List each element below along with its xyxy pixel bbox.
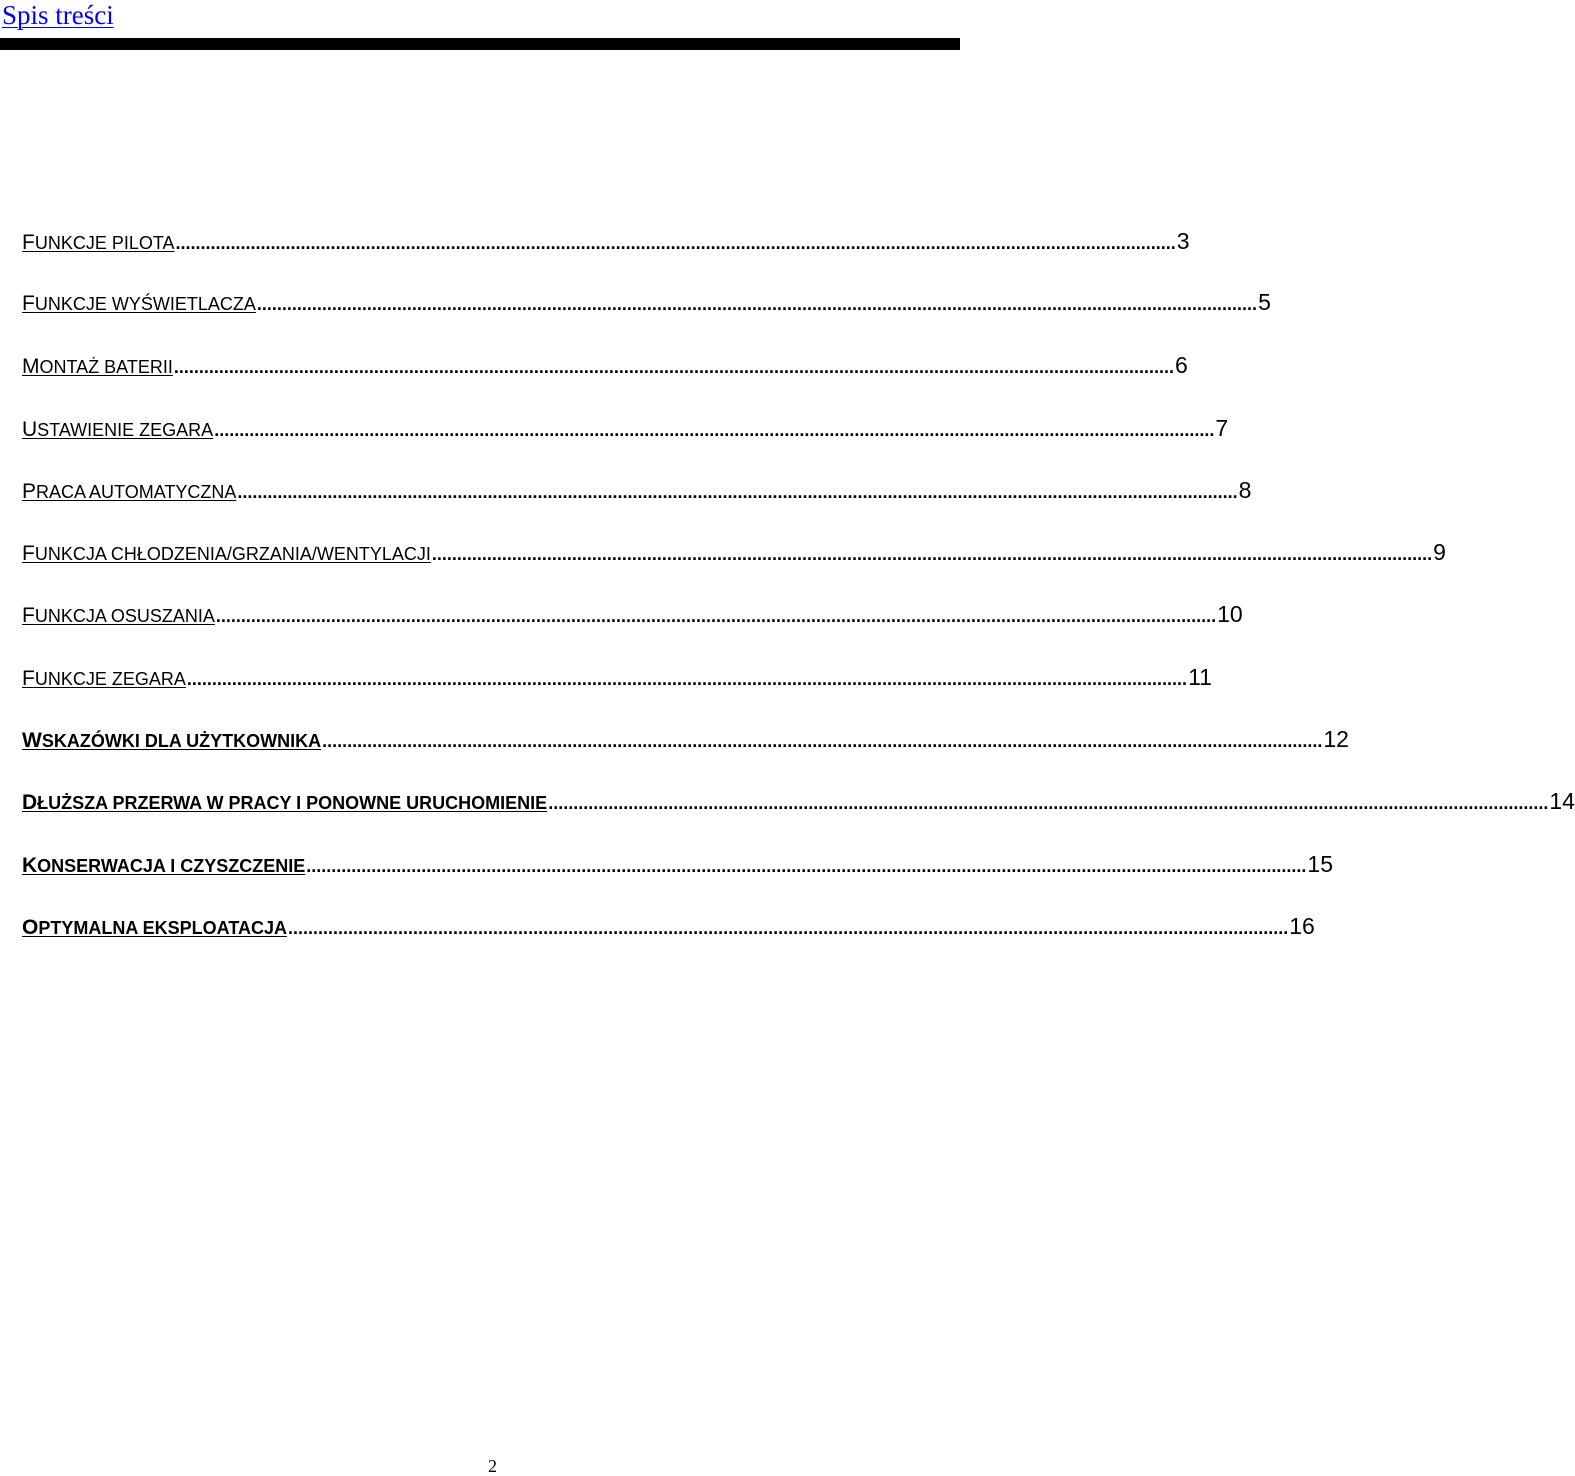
- toc-page-number: 9: [1433, 539, 1446, 565]
- toc-entry-label: KONSERWACJA I CZYSZCZENIE: [22, 854, 306, 877]
- toc-page-number: 10: [1217, 601, 1243, 627]
- toc-entry-label: PRACA AUTOMATYCZNA: [22, 480, 237, 503]
- toc-entry-label: FUNKCJE WYŚWIETLACZA: [22, 292, 256, 315]
- toc-page-number: 14: [1549, 788, 1575, 814]
- toc-entry-label: OPTYMALNA EKSPLOATACJA: [22, 916, 288, 939]
- toc-entry-funkcja-osuszania[interactable]: [22, 601, 1243, 631]
- toc-page-number: 11: [1188, 664, 1212, 690]
- toc-entry-optymalna-eksploatacja[interactable]: [22, 913, 1315, 943]
- toc-entry-funkcje-pilota[interactable]: [22, 228, 1190, 258]
- toc-leader-dots: ........................................................................................................................................................................................................: [306, 856, 1307, 876]
- toc-leader-dots: ........................................................................................................................................................................................................: [322, 731, 1323, 751]
- toc-leader-dots: ........................................................................................................................................................................................................: [214, 420, 1215, 440]
- toc-entry-konserwacja[interactable]: [22, 851, 1333, 881]
- toc-leader-dots: ........................................................................................................................................................................................................: [431, 544, 1433, 564]
- toc-entry-praca-automatyczna[interactable]: [22, 477, 1252, 507]
- toc-entry-label: FUNKCJE PILOTA: [22, 231, 175, 254]
- toc-entry-label: MONTAŻ BATERII: [22, 355, 173, 378]
- toc-entry-montaz-baterii[interactable]: [22, 352, 1188, 382]
- toc-entry-funkcja-chlodzenia[interactable]: [22, 539, 1446, 569]
- toc-entry-funkcje-wyswietlacza[interactable]: [22, 289, 1271, 319]
- toc-entry-dluzsza-przerwa[interactable]: [22, 788, 1575, 818]
- title-rule: [0, 38, 960, 50]
- toc-entry-label: FUNKCJA CHŁODZENIA/GRZANIA/WENTYLACJI: [22, 542, 431, 565]
- toc-entry-label: USTAWIENIE ZEGARA: [22, 418, 214, 441]
- toc-entry-label: WSKAZÓWKI DLA UŻYTKOWNIKA: [22, 729, 322, 752]
- toc-entry-funkcje-zegara[interactable]: [22, 664, 1212, 694]
- toc-page-number: 7: [1215, 415, 1229, 441]
- toc-leader-dots: ........................................................................................................................................................................................................: [237, 482, 1238, 502]
- toc-page-number: 15: [1307, 851, 1333, 877]
- toc-leader-dots: ........................................................................................................................................................................................................: [186, 669, 1188, 689]
- toc-leader-dots: ........................................................................................................................................................................................................: [548, 793, 1549, 813]
- toc-leader-dots: ........................................................................................................................................................................................................: [173, 357, 1175, 377]
- toc-leader-dots: ........................................................................................................................................................................................................: [215, 606, 1217, 626]
- toc-page-number: 3: [1176, 228, 1190, 254]
- toc-entry-ustawienie-zegara[interactable]: [22, 415, 1229, 445]
- toc-page-number: 12: [1323, 726, 1349, 752]
- toc-entry-wskazowki[interactable]: [22, 726, 1349, 756]
- toc-leader-dots: ........................................................................................................................................................................................................: [175, 233, 1176, 253]
- toc-entry-label: FUNKCJE ZEGARA: [22, 667, 186, 690]
- toc-page-number: 5: [1258, 289, 1271, 315]
- page-number: 2: [488, 1456, 497, 1476]
- toc-entry-label: DŁUŻSZA PRZERWA W PRACY I PONOWNE URUCHOMIENIE: [22, 791, 548, 814]
- toc-page-number: 16: [1289, 913, 1315, 939]
- page-title[interactable]: Spis treści: [2, 0, 114, 30]
- toc-page-number: 6: [1175, 352, 1188, 378]
- toc-leader-dots: ........................................................................................................................................................................................................: [288, 918, 1289, 938]
- toc-leader-dots: ........................................................................................................................................................................................................: [256, 294, 1258, 314]
- toc-page-number: 8: [1238, 477, 1252, 503]
- toc-entry-label: FUNKCJA OSUSZANIA: [22, 604, 215, 627]
